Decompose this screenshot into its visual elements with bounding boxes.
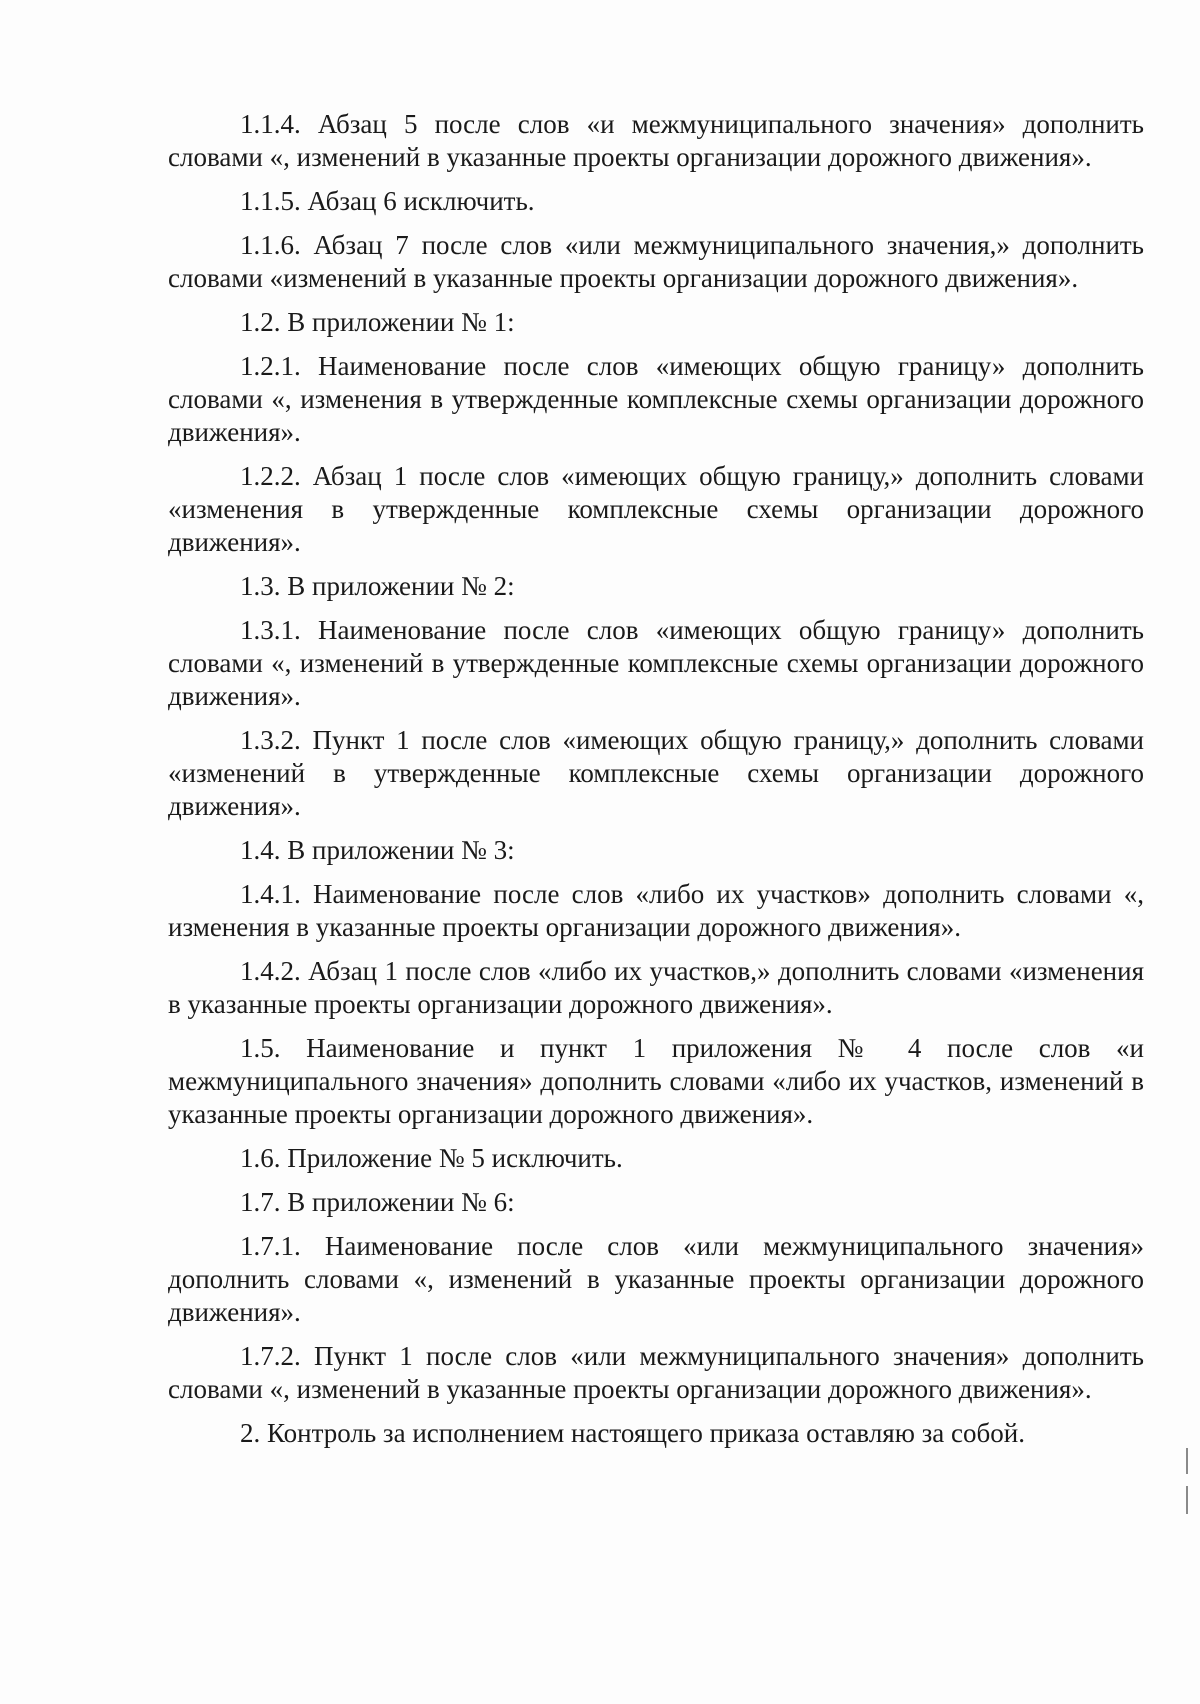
paragraph-1-4: 1.4. В приложении № 3:: [240, 835, 515, 865]
paragraph-1-4-2: 1.4.2. Абзац 1 после слов «либо их участков,» дополнить словами «изменения в указанные проекты организации дорожного движения».: [168, 956, 1144, 1019]
paragraph-1-3-2: 1.3.2. Пункт 1 после слов «имеющих общую границу,» дополнить словами «изменений в утвержденные комплексные схемы организации дорожного движения».: [168, 725, 1144, 821]
paragraph-1-3-1: 1.3.1. Наименование после слов «имеющих общую границу» дополнить словами «, изменений в утвержденные комплексные схемы организации дорожного движения».: [168, 615, 1144, 711]
paragraph-1-1-5: 1.1.5. Абзац 6 исключить.: [240, 186, 535, 216]
paragraph-1-7-2: 1.7.2. Пункт 1 после слов «или межмуниципального значения» дополнить словами «, изменений в указанные проекты организации дорожного движения».: [168, 1341, 1144, 1404]
paragraph-1-6: 1.6. Приложение № 5 исключить.: [240, 1143, 623, 1173]
paragraph-1-3: 1.3. В приложении № 2:: [240, 571, 515, 601]
scan-edge-mark: [1186, 1448, 1188, 1474]
paragraph-1-7-1: 1.7.1. Наименование после слов «или межмуниципального значения» дополнить словами «, изменений в указанные проекты организации дорожного движения».: [168, 1231, 1144, 1327]
paragraph-1-2: 1.2. В приложении № 1:: [240, 307, 515, 337]
paragraph-1-2-2: 1.2.2. Абзац 1 после слов «имеющих общую границу,» дополнить словами «изменения в утвержденные комплексные схемы организации дорожного движения».: [168, 461, 1144, 557]
paragraph-1-5: 1.5. Наименование и пункт 1 приложения № 4 после слов «и межмуниципального значения» дополнить словами «либо их участков, изменений в указанные проекты организации дорожного движения».: [168, 1033, 1144, 1129]
paragraph-1-1-6: 1.1.6. Абзац 7 после слов «или межмуниципального значения,» дополнить словами «изменений в указанные проекты организации дорожного движения».: [168, 230, 1144, 293]
document-body: [168, 108, 1144, 1461]
paragraph-1-1-4: 1.1.4. Абзац 5 после слов «и межмуниципального значения» дополнить словами «, изменений в указанные проекты организации дорожного движения».: [168, 109, 1144, 172]
scan-edge-mark: [1186, 1486, 1188, 1514]
paragraph-1-2-1: 1.2.1. Наименование после слов «имеющих общую границу» дополнить словами «, изменения в утвержденные комплексные схемы организации дорожного движения».: [168, 351, 1144, 447]
paragraph-1-7: 1.7. В приложении № 6:: [240, 1187, 515, 1217]
paragraph-2: 2. Контроль за исполнением настоящего приказа оставляю за собой.: [240, 1418, 1025, 1448]
paragraph-1-4-1: 1.4.1. Наименование после слов «либо их участков» дополнить словами «, изменения в указанные проекты организации дорожного движения».: [168, 879, 1144, 942]
